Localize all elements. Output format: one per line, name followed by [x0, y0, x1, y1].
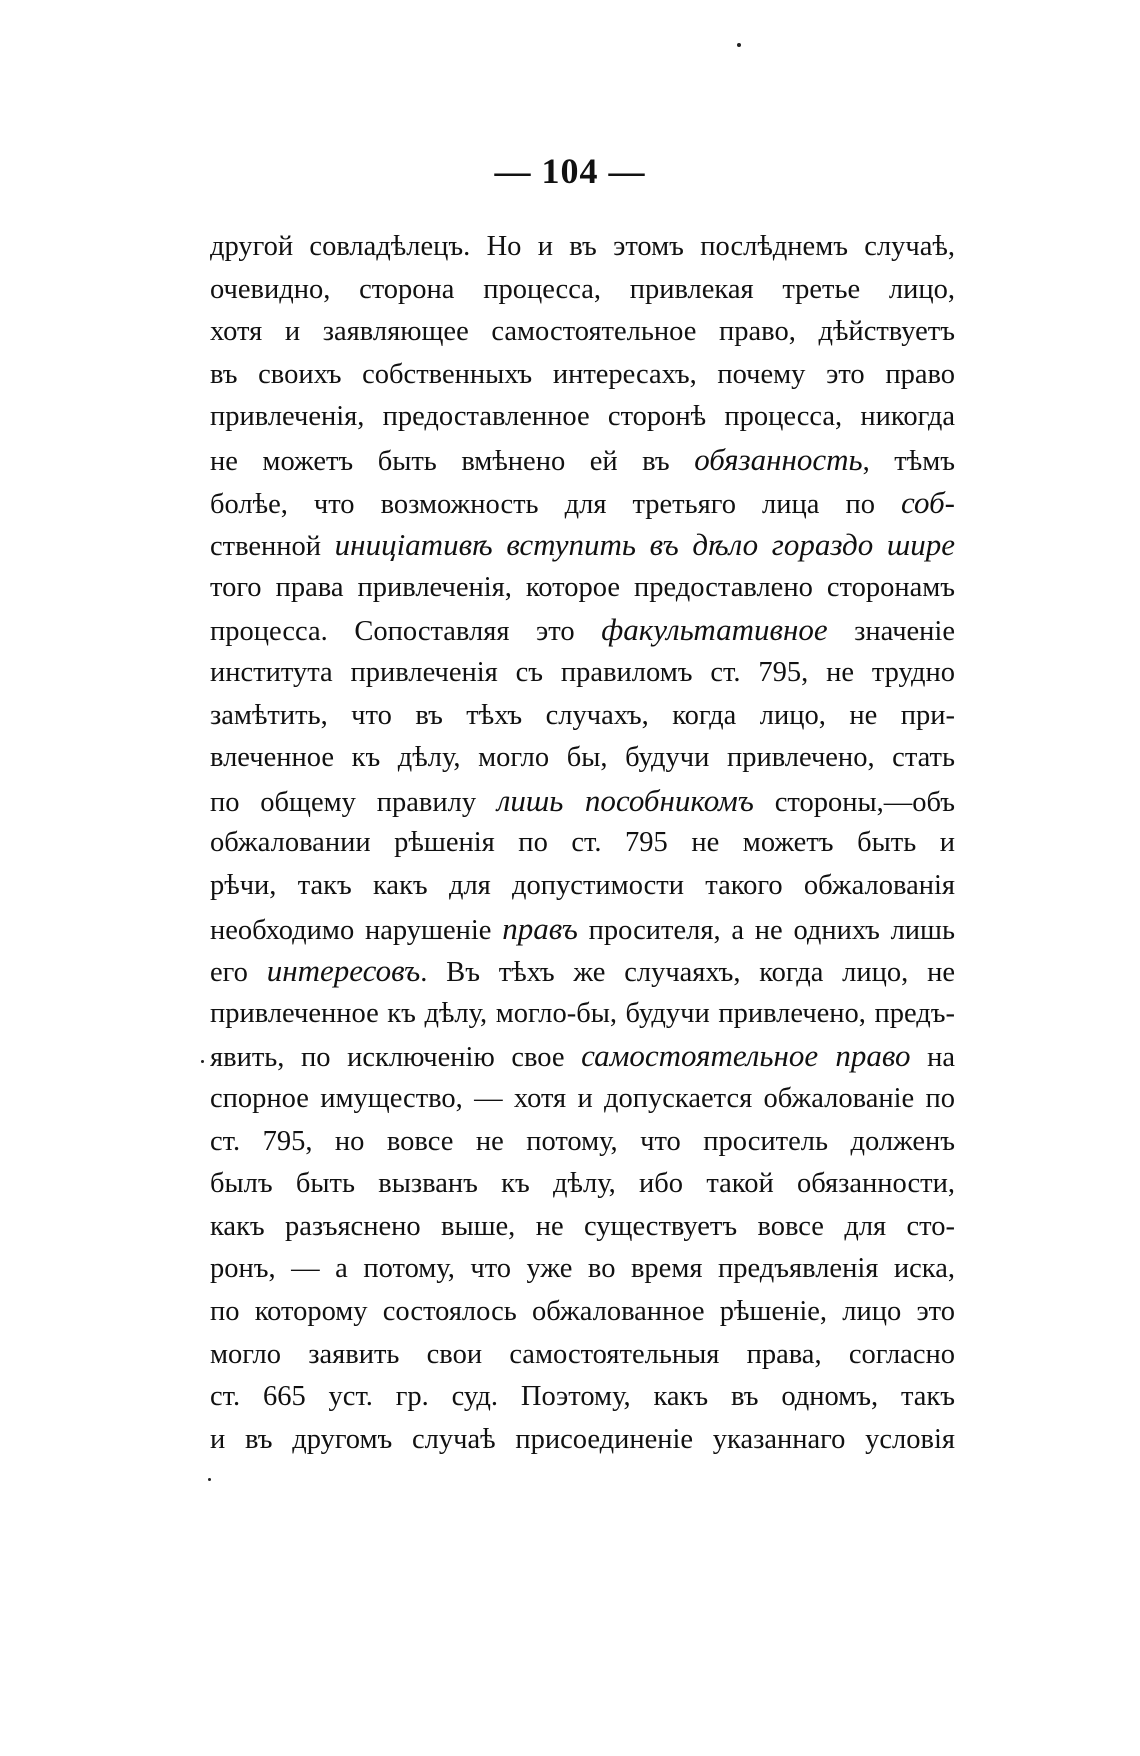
line-text: привлеченное къ дѣлу, могло-бы, будучи привлечено, предъ- [210, 997, 955, 1029]
line-text: просителя, а не однихъ лишь [577, 914, 956, 946]
text-line [210, 782, 955, 820]
text-line [210, 654, 955, 692]
ink-speck [201, 1060, 204, 1063]
line-text: въ своихъ собственныхъ интересахъ, почему это право [210, 358, 955, 390]
line-text: рѣчи, такъ какъ для допустимости такого обжалованія [210, 870, 955, 901]
line-text: необходимо нарушеніе [210, 914, 503, 946]
text-line [210, 867, 955, 905]
text-line [210, 228, 955, 266]
emphasis-text: самостоятельное право [581, 1038, 911, 1074]
line-text: , тѣмъ [862, 446, 955, 477]
line-text: его [210, 957, 267, 989]
text-line [210, 697, 955, 735]
line-text: . Въ тѣхъ же случаяхъ, когда лицо, не [420, 957, 955, 989]
emphasis-text: обязанность [694, 442, 863, 477]
text-line [210, 1037, 955, 1075]
line-text: замѣтить, что въ тѣхъ случахъ, когда лицо, не при- [210, 699, 955, 731]
ink-speck [208, 1478, 211, 1481]
text-line [210, 356, 955, 394]
text-line [210, 1378, 955, 1416]
line-text: стороны,—объ [753, 786, 955, 818]
emphasis-text: лишь пособникомъ [496, 782, 754, 818]
page-number: — 104 — [494, 151, 646, 191]
text-line [210, 526, 955, 564]
text-line [210, 569, 955, 607]
text-line [210, 1293, 955, 1331]
text-line [210, 1336, 955, 1374]
line-text: привлеченія, предоставленное сторонѣ процесса, никогда [210, 401, 955, 433]
text-line [210, 1165, 955, 1203]
text-line [210, 398, 955, 436]
line-text: того права привлеченія, которое предоставлено сторонамъ [210, 571, 955, 603]
text-line [210, 1080, 955, 1118]
text-line [210, 1208, 955, 1246]
text-line [210, 271, 955, 309]
emphasis-text: интересовъ [266, 953, 421, 989]
line-text: явить, по исключенію свое [210, 1042, 582, 1074]
ink-speck [737, 43, 741, 47]
line-text: ст. 665 уст. гр. суд. Поэтому, какъ въ одномъ, такъ [210, 1381, 955, 1413]
emphasis-text: правъ [502, 910, 578, 946]
line-text: былъ быть вызванъ къ дѣлу, ибо такой обязанности, [210, 1168, 955, 1200]
line-text: другой совладѣлецъ. Но и въ этомъ послѣднемъ случаѣ, [210, 231, 955, 262]
text-line [210, 824, 955, 862]
text-line [210, 739, 955, 777]
line-text: очевидно, сторона процесса, привлекая третье лицо, [210, 273, 955, 305]
emphasis-text: иниціативѣ вступить въ дѣло гораздо шире [321, 527, 955, 563]
line-text: института привлеченія съ правиломъ ст. 795, не трудно [210, 657, 955, 688]
text-line [210, 910, 955, 948]
line-text: хотя и заявляющее самостоятельное право, дѣйствуетъ [210, 316, 955, 348]
line-text: на [910, 1042, 956, 1074]
line-text: могло заявить свои самостоятельныя права, согласно [210, 1338, 955, 1370]
text-line [210, 995, 955, 1033]
line-text: ственной [210, 531, 322, 563]
line-text: по общему правилу [210, 786, 497, 818]
line-text: по которому состоялось обжалованное рѣшеніе, лицо это [210, 1296, 955, 1327]
text-line [210, 611, 955, 649]
line-text: и въ другомъ случаѣ присоединеніе указаннаго условія [210, 1423, 955, 1455]
emphasis-text: факультативное [601, 612, 828, 648]
line-text: процесса. Сопоставляя это [210, 616, 602, 648]
text-line [210, 441, 955, 479]
line-text: болѣе, что возможность для третьяго лица по [210, 488, 901, 520]
line-text: спорное имущество, — хотя и допускается обжалованіе по [210, 1083, 955, 1114]
text-line [210, 484, 955, 522]
emphasis-text: соб- [901, 484, 955, 520]
line-text: какъ разъяснено выше, не существуетъ вовсе для сто- [210, 1210, 955, 1242]
line-text: значеніе [827, 616, 955, 648]
line-text: не можетъ быть вмѣнено ей въ [210, 446, 695, 477]
line-text: ронъ, — а потому, что уже во время предъявленія иска, [210, 1253, 955, 1285]
text-line [210, 952, 955, 990]
line-text: ст. 795, но вовсе не потому, что проситель долженъ [210, 1125, 955, 1157]
text-line [210, 1123, 955, 1161]
text-line [210, 1421, 955, 1459]
text-line [210, 1250, 955, 1288]
line-text: влеченное къ дѣлу, могло бы, будучи привлечено, стать [210, 742, 955, 774]
text-line [210, 313, 955, 351]
line-text: обжаловании рѣшенія по ст. 795 не можетъ быть и [210, 827, 955, 859]
